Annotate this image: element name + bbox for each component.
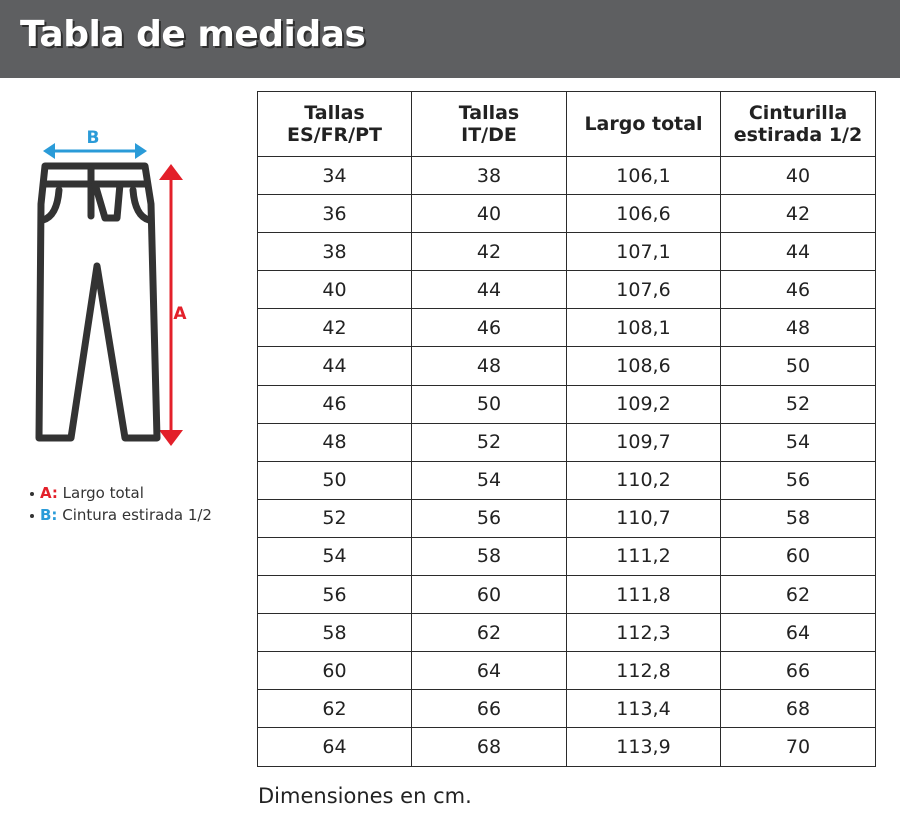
table-cell: 70 xyxy=(721,728,876,766)
table-cell: 56 xyxy=(258,576,412,614)
pants-diagram xyxy=(25,120,195,460)
table-cell: 42 xyxy=(258,309,412,347)
table-cell: 50 xyxy=(412,385,567,423)
table-cell: 54 xyxy=(258,537,412,575)
table-row xyxy=(258,728,876,766)
table-cell: 38 xyxy=(412,157,567,195)
table-cell: 106,6 xyxy=(567,195,721,233)
table-cell: 42 xyxy=(412,233,567,271)
header-waist: Cinturilla estirada 1/2 xyxy=(721,92,876,157)
table-cell: 108,1 xyxy=(567,309,721,347)
table-cell: 54 xyxy=(412,461,567,499)
table-row xyxy=(258,195,876,233)
table-cell: 60 xyxy=(258,652,412,690)
table-cell: 40 xyxy=(412,195,567,233)
table-cell: 62 xyxy=(412,614,567,652)
length-arrow xyxy=(159,164,187,446)
table-row xyxy=(258,652,876,690)
label-a: A xyxy=(173,304,187,324)
table-cell: 107,1 xyxy=(567,233,721,271)
table-cell: 52 xyxy=(412,423,567,461)
table-row xyxy=(258,309,876,347)
table-cell: 60 xyxy=(412,576,567,614)
table-cell: 106,1 xyxy=(567,157,721,195)
table-cell: 48 xyxy=(412,347,567,385)
table-row xyxy=(258,385,876,423)
footnote: Dimensiones en cm. xyxy=(258,784,472,808)
table-body xyxy=(258,157,876,767)
table-cell: 52 xyxy=(721,385,876,423)
table-cell: 40 xyxy=(721,157,876,195)
table-row xyxy=(258,423,876,461)
legend-item-a xyxy=(30,482,212,504)
table-cell: 40 xyxy=(258,271,412,309)
table-cell: 62 xyxy=(258,690,412,728)
table-cell: 58 xyxy=(258,614,412,652)
table-row xyxy=(258,499,876,537)
table-cell: 113,4 xyxy=(567,690,721,728)
table-cell: 110,7 xyxy=(567,499,721,537)
table-cell: 62 xyxy=(721,576,876,614)
label-b: B xyxy=(86,128,100,148)
table-cell: 111,8 xyxy=(567,576,721,614)
table-row xyxy=(258,271,876,309)
table-cell: 110,2 xyxy=(567,461,721,499)
header-sizes-es: Tallas ES/FR/PT xyxy=(258,92,412,157)
table-row xyxy=(258,461,876,499)
table-cell: 52 xyxy=(258,499,412,537)
table-cell: 56 xyxy=(412,499,567,537)
table-cell: 58 xyxy=(721,499,876,537)
table-row xyxy=(258,233,876,271)
table-cell: 42 xyxy=(721,195,876,233)
table-row xyxy=(258,614,876,652)
table-cell: 56 xyxy=(721,461,876,499)
table-cell: 46 xyxy=(412,309,567,347)
table-cell: 64 xyxy=(412,652,567,690)
table-cell: 64 xyxy=(258,728,412,766)
bullet-icon xyxy=(30,492,34,496)
table-cell: 60 xyxy=(721,537,876,575)
table-cell: 44 xyxy=(721,233,876,271)
legend-key-b: B: xyxy=(40,506,58,524)
table-cell: 34 xyxy=(258,157,412,195)
table-cell: 109,7 xyxy=(567,423,721,461)
table-row xyxy=(258,537,876,575)
table-cell: 44 xyxy=(258,347,412,385)
legend xyxy=(30,482,212,526)
table-cell: 50 xyxy=(721,347,876,385)
size-table xyxy=(257,91,876,767)
legend-text-a: Largo total xyxy=(62,484,144,502)
pants-outline xyxy=(39,166,157,438)
pants-icon xyxy=(25,120,195,460)
bullet-icon xyxy=(30,514,34,518)
table-cell: 50 xyxy=(258,461,412,499)
table-row xyxy=(258,690,876,728)
header-sizes-it: Tallas IT/DE xyxy=(412,92,567,157)
header-total-length: Largo total xyxy=(567,92,721,157)
table-cell: 66 xyxy=(412,690,567,728)
table-cell: 108,6 xyxy=(567,347,721,385)
table-cell: 68 xyxy=(412,728,567,766)
header-bar xyxy=(0,0,900,78)
table-cell: 48 xyxy=(721,309,876,347)
table-cell: 68 xyxy=(721,690,876,728)
page-title: Tabla de medidas xyxy=(20,14,366,55)
legend-item-b xyxy=(30,504,212,526)
table-cell: 58 xyxy=(412,537,567,575)
table-cell: 64 xyxy=(721,614,876,652)
table-cell: 46 xyxy=(721,271,876,309)
table-cell: 107,6 xyxy=(567,271,721,309)
table-row xyxy=(258,157,876,195)
table-cell: 112,8 xyxy=(567,652,721,690)
legend-key-a: A: xyxy=(40,484,58,502)
table-cell: 54 xyxy=(721,423,876,461)
waist-arrow xyxy=(43,128,147,159)
table-row xyxy=(258,347,876,385)
table-row xyxy=(258,576,876,614)
table-cell: 109,2 xyxy=(567,385,721,423)
table-cell: 46 xyxy=(258,385,412,423)
table-cell: 111,2 xyxy=(567,537,721,575)
table-header-row xyxy=(258,92,876,157)
legend-text-b: Cintura estirada 1/2 xyxy=(62,506,212,524)
table-cell: 48 xyxy=(258,423,412,461)
table-cell: 112,3 xyxy=(567,614,721,652)
table-cell: 44 xyxy=(412,271,567,309)
table-cell: 113,9 xyxy=(567,728,721,766)
table-cell: 38 xyxy=(258,233,412,271)
table-cell: 66 xyxy=(721,652,876,690)
table-cell: 36 xyxy=(258,195,412,233)
